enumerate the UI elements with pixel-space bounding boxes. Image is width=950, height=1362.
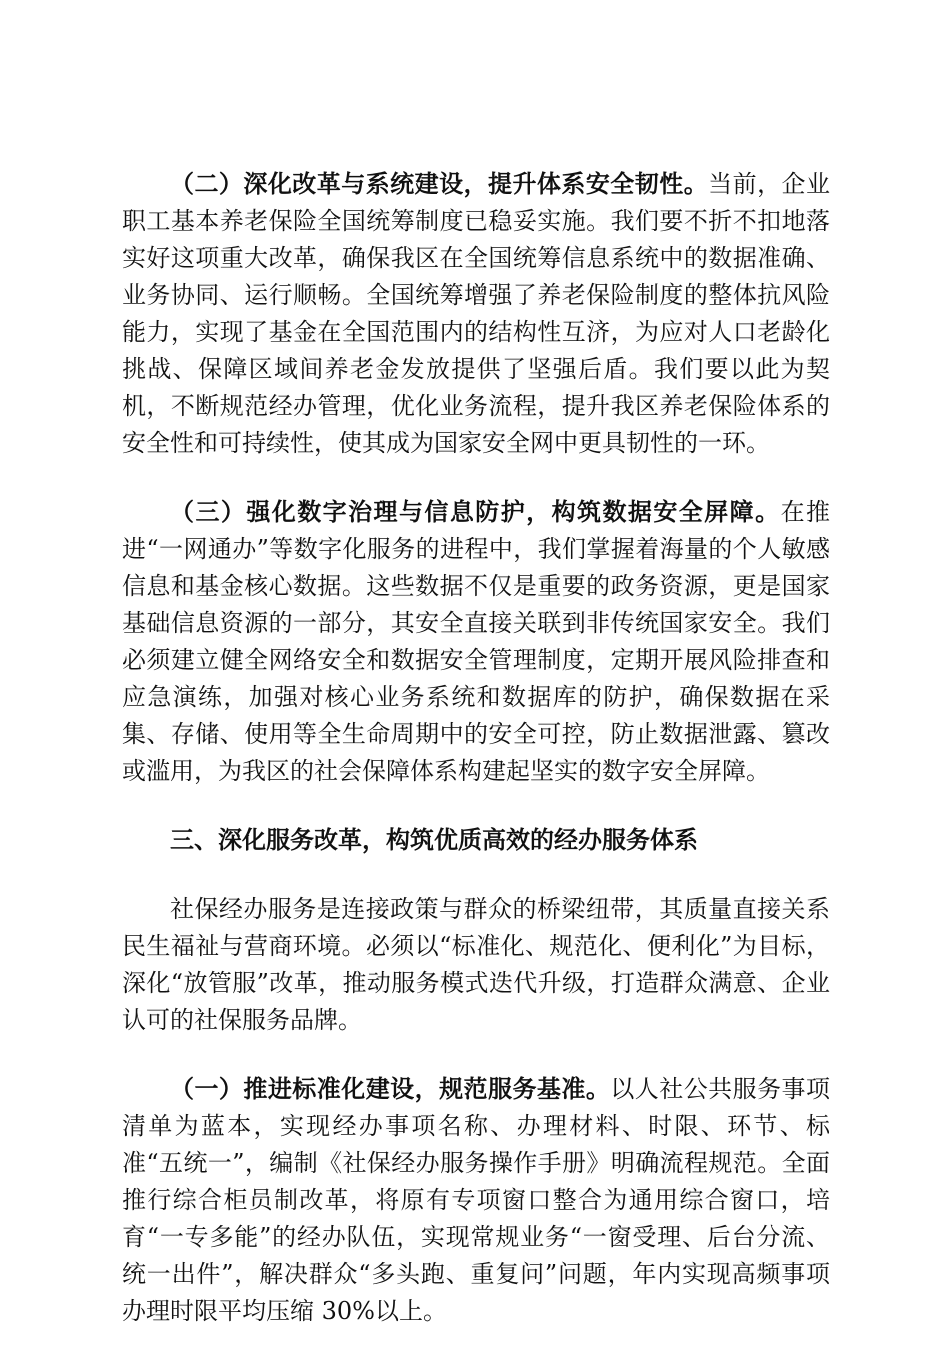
paragraph-lead: （二）深化改革与系统建设，提升体系安全韧性。 — [170, 170, 709, 198]
paragraph-safety-resilience — [122, 166, 830, 462]
section-heading: 三、深化服务改革，构筑优质高效的经办服务体系 — [170, 826, 698, 854]
paragraph-body: 当前，企业职工基本养老保险全国统筹制度已稳妥实施。我们要不折不扣地落实好这项重大改革，确保我区在全国统筹信息系统中的数据准确、业务协同、运行顺畅。全国统筹增强了养老保险制度的整体抗风险能力，实现了基金在全国范围内的结构性互济，为应对人口老龄化挑战、保障区域间养老金发放提供了坚强后盾。我们要以此为契机，不断规范经办管理，优化业务流程，提升我区养老保险体系的安全性和可持续性，使其成为国家安全网中更具韧性的一环。 — [122, 170, 831, 457]
paragraph-lead: （一）推进标准化建设，规范服务基准。 — [170, 1075, 611, 1103]
paragraph-service-intro — [122, 891, 830, 1039]
paragraph-body: 在推进“一网通办”等数字化服务的进程中，我们掌握着海量的个人敏感信息和基金核心数据。这些数据不仅是重要的政务资源，更是国家基础信息资源的一部分，其安全直接关联到非传统国家安全。我们必须建立健全网络安全和数据安全管理制度，定期开展风险排查和应急演练，加强对核心业务系统和数据库的防护，确保数据在采集、存储、使用等全生命周期中的安全可控，防止数据泄露、篡改或滥用，为我区的社会保障体系构建起坚实的数字安全屏障。 — [122, 498, 831, 785]
paragraph-body: 以人社公共服务事项清单为蓝本，实现经办事项名称、办理材料、时限、环节、标准“五统一”，编制《社保经办服务操作手册》明确流程规范。全面推行综合柜员制改革，将原有专项窗口整合为通用综合窗口，培育“一专多能”的经办队伍，实现常规业务“一窗受理、后台分流、统一出件”，解决群众“多头跑、重复问”问题，年内实现高频事项办理时限平均压缩 30%以上。 — [122, 1075, 831, 1325]
paragraph-data-security — [122, 494, 830, 790]
document-page — [122, 166, 830, 1362]
paragraph-body: 社保经办服务是连接政策与群众的桥梁纽带，其质量直接关系民生福祉与营商环境。必须以“标准化、规范化、便利化”为目标，深化“放管服”改革，推动服务模式迭代升级，打造群众满意、企业认可的社保服务品牌。 — [122, 895, 830, 1034]
paragraph-lead: （三）强化数字治理与信息防护，构筑数据安全屏障。 — [170, 498, 781, 526]
paragraph-standardization — [122, 1071, 830, 1330]
